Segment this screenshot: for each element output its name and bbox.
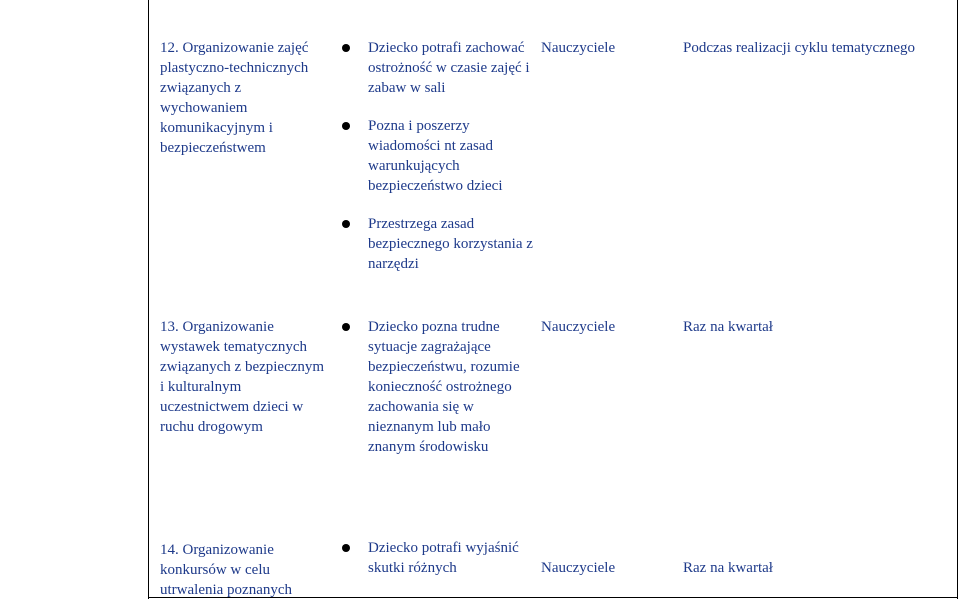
list-item-text: Przestrzega zasad bezpiecznego korzystania z narzędzi: [368, 216, 533, 272]
row-13-items: [342, 317, 537, 475]
bullet-icon: [342, 44, 350, 52]
bullet-icon: [342, 544, 350, 552]
row-12-responsible: Nauczyciele: [541, 40, 616, 56]
list-item-text: Pozna i poszerzy wiadomości nt zasad warunkujących bezpieczeństwo dzieci: [368, 118, 503, 194]
row-12-term: Podczas realizacji cyklu tematycznego: [683, 40, 915, 56]
row-12-title: 12. Organizowanie zajęć plastyczno-technicznych związanych z wychowaniem komunikacyjnym i bezpieczeństwem: [160, 40, 309, 156]
list-item: [342, 116, 537, 196]
table-border-right: [957, 0, 958, 599]
row-13-responsible: Nauczyciele: [541, 319, 616, 335]
row-13-title: 13. Organizowanie wystawek tematycznych związanych z bezpiecznym i kulturalnym uczestnictwem dzieci w ruchu drogowym: [160, 319, 325, 435]
bullet-icon: [342, 122, 350, 130]
list-item: [342, 214, 537, 274]
bullet-icon: [342, 220, 350, 228]
list-item-text: Dziecko pozna trudne sytuacje zagrażające bezpieczeństwu, rozumie konieczność ostrożnego zachowania się w nieznanym lub mało znanym środowisku: [368, 319, 520, 455]
row-14-items: [342, 538, 537, 596]
list-item: [342, 317, 537, 457]
bullet-icon: [342, 323, 350, 331]
row-14-term: Raz na kwartał: [683, 560, 773, 576]
list-item-text: Dziecko potrafi wyjaśnić skutki różnych: [368, 540, 519, 576]
row-14-title: 14. Organizowanie konkursów w celu utrwalenia poznanych: [160, 542, 293, 598]
list-item: [342, 538, 537, 578]
list-item: [342, 38, 537, 98]
row-12-items: [342, 38, 537, 292]
row-14-responsible: Nauczyciele: [541, 560, 616, 576]
list-item-text: Dziecko potrafi zachować ostrożność w czasie zajęć i zabaw w sali: [368, 40, 530, 96]
row-13-term: Raz na kwartał: [683, 319, 773, 335]
table-border-left: [148, 0, 149, 599]
